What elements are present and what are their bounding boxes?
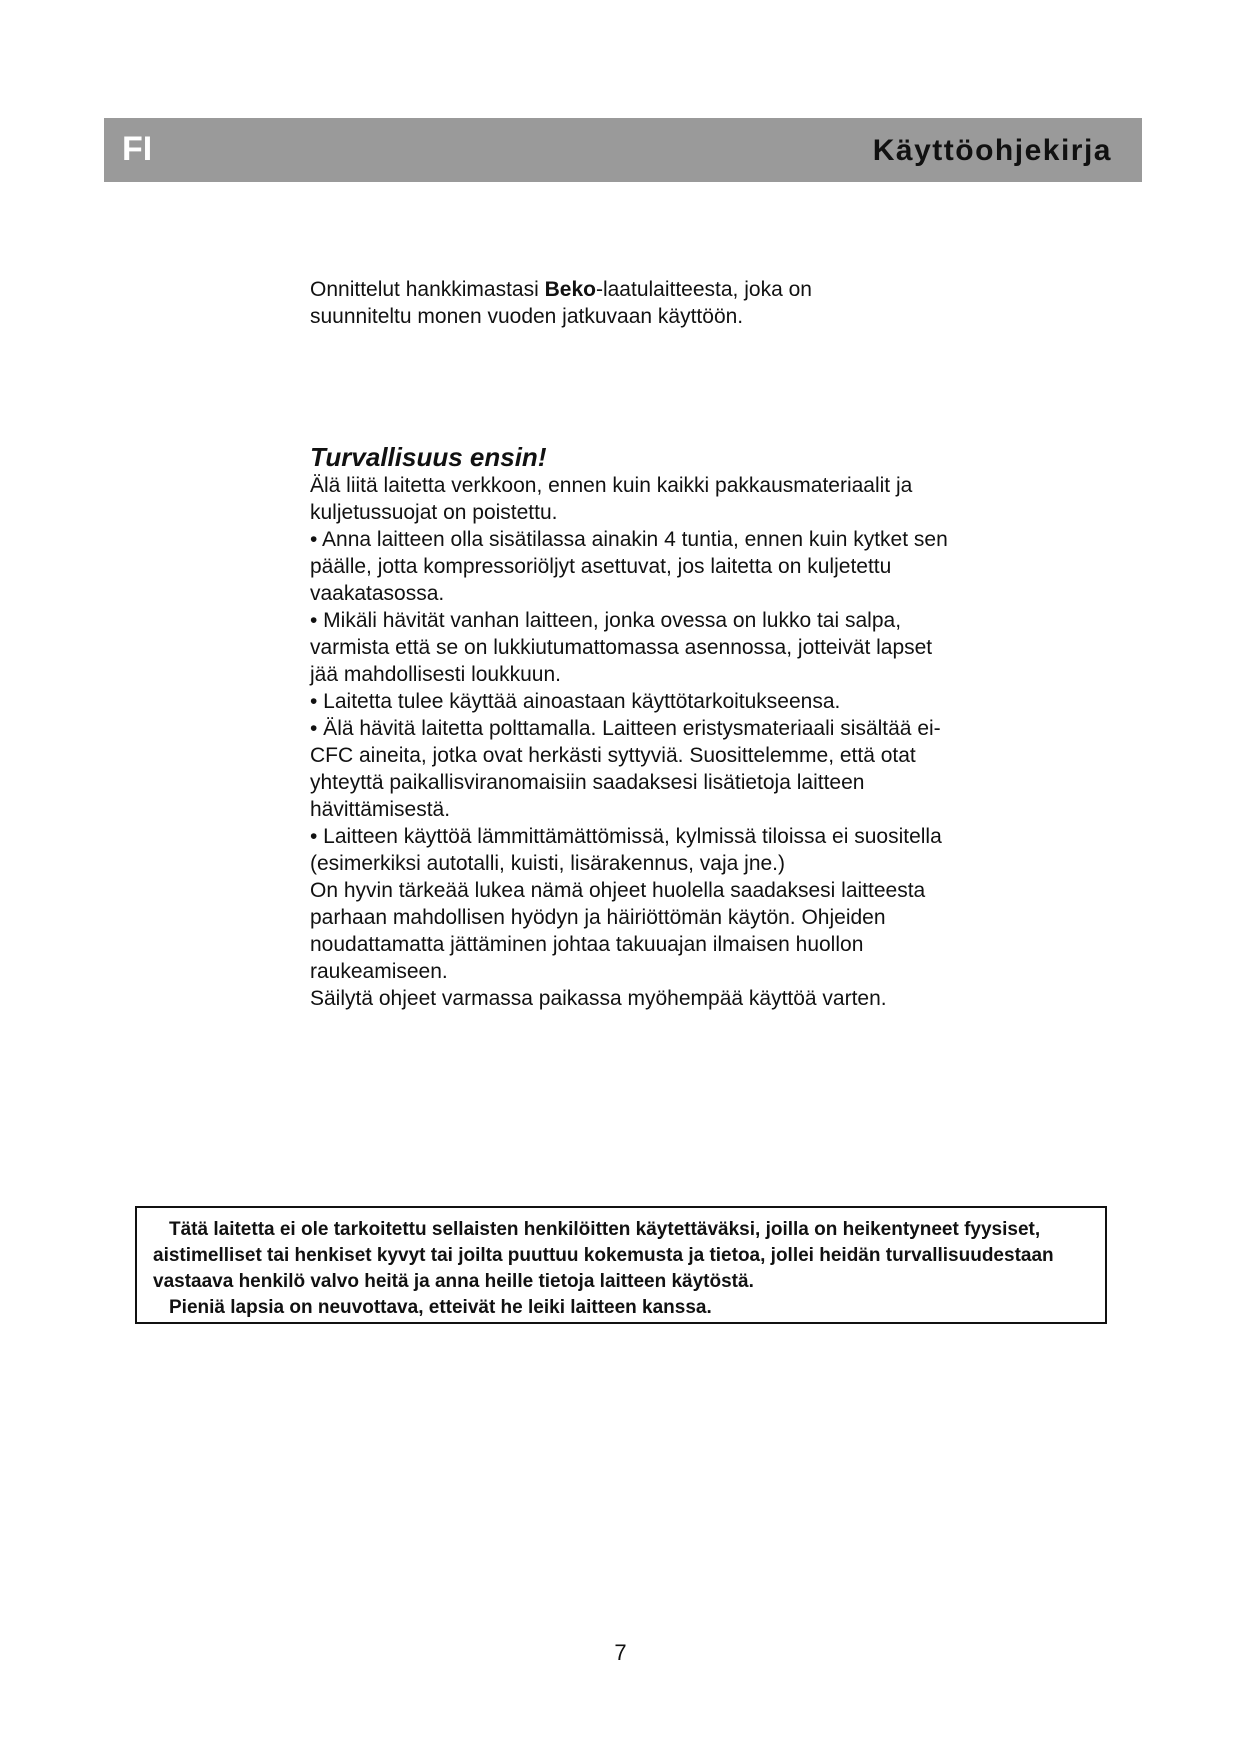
- brand-name: Beko: [544, 278, 596, 301]
- intro-line-1: Onnittelut hankkimastasi Beko-laatulaitteesta, joka on: [310, 278, 812, 301]
- safety-heading: Turvallisuus ensin!: [310, 442, 547, 472]
- warning-notice-box: [135, 1206, 1107, 1324]
- main-content: [310, 276, 950, 1012]
- notice-text: Pieniä lapsia on neuvottava, etteivät he leiki laitteen kanssa.: [169, 1297, 712, 1318]
- safety-paragraph: • Laitteen käyttöä lämmittämättömissä, kylmissä tiloissa ei suositella (esimerkiksi autotalli, kuisti, lisärakennus, vaja jne.): [310, 825, 942, 875]
- manual-title: Käyttöohjekirja: [872, 134, 1112, 167]
- intro-line-2: suunniteltu monen vuoden jatkuvaan käyttöön.: [310, 305, 744, 328]
- intro-text: [310, 276, 950, 330]
- safety-paragraph: On hyvin tärkeää lukea nämä ohjeet huolella saadaksesi laitteesta parhaan mahdollisen hyödyn ja häiriöttömän käytön. Ohjeiden noudattamatta jättäminen johtaa takuuajan ilmaisen huollon raukeamiseen.: [310, 879, 926, 983]
- safety-paragraph: Älä liitä laitetta verkkoon, ennen kuin kaikki pakkausmateriaalit ja kuljetussuojat on poistettu.: [310, 474, 913, 524]
- header-bar: [104, 118, 1142, 182]
- safety-paragraph: • Laitetta tulee käyttää ainoastaan käyttötarkoitukseensa.: [310, 690, 841, 713]
- page-number: 7: [614, 1640, 627, 1665]
- safety-paragraph: • Anna laitteen olla sisätilassa ainakin 4 tuntia, ennen kuin kytket sen päälle, jotta kompressoriöljyt asettuvat, jos laitetta on kuljetettu vaakatasossa.: [310, 528, 948, 605]
- language-code: FI: [122, 130, 153, 168]
- safety-paragraph: Säilytä ohjeet varmassa paikassa myöhempää käyttöä varten.: [310, 987, 887, 1010]
- safety-paragraph: • Mikäli hävität vanhan laitteen, jonka ovessa on lukko tai salpa, varmista että se on lukkiutumattomassa asennossa, jotteivät lapset jää mahdollisesti loukkuun.: [310, 609, 933, 686]
- notice-text: Tätä laitetta ei ole tarkoitettu sellaisten henkilöitten käytettäväksi, joilla on heikentyneet fyysiset, aistimelliset tai henkiset kyvyt tai joilta puuttuu kokemusta ja tietoa, jollei heidän turvallisuudestaan vastaava henkilö valvo heitä ja anna heille tietoja laitteen käytöstä.: [153, 1219, 1054, 1292]
- safety-paragraph: • Älä hävitä laitetta polttamalla. Laitteen eristysmateriaali sisältää ei-CFC aineita, jotka ovat herkästi syttyviä. Suosittelemme, että otat yhteyttä paikallisviranomaisiin saadaksesi lisätietoja laitteen hävittämisestä.: [310, 717, 941, 821]
